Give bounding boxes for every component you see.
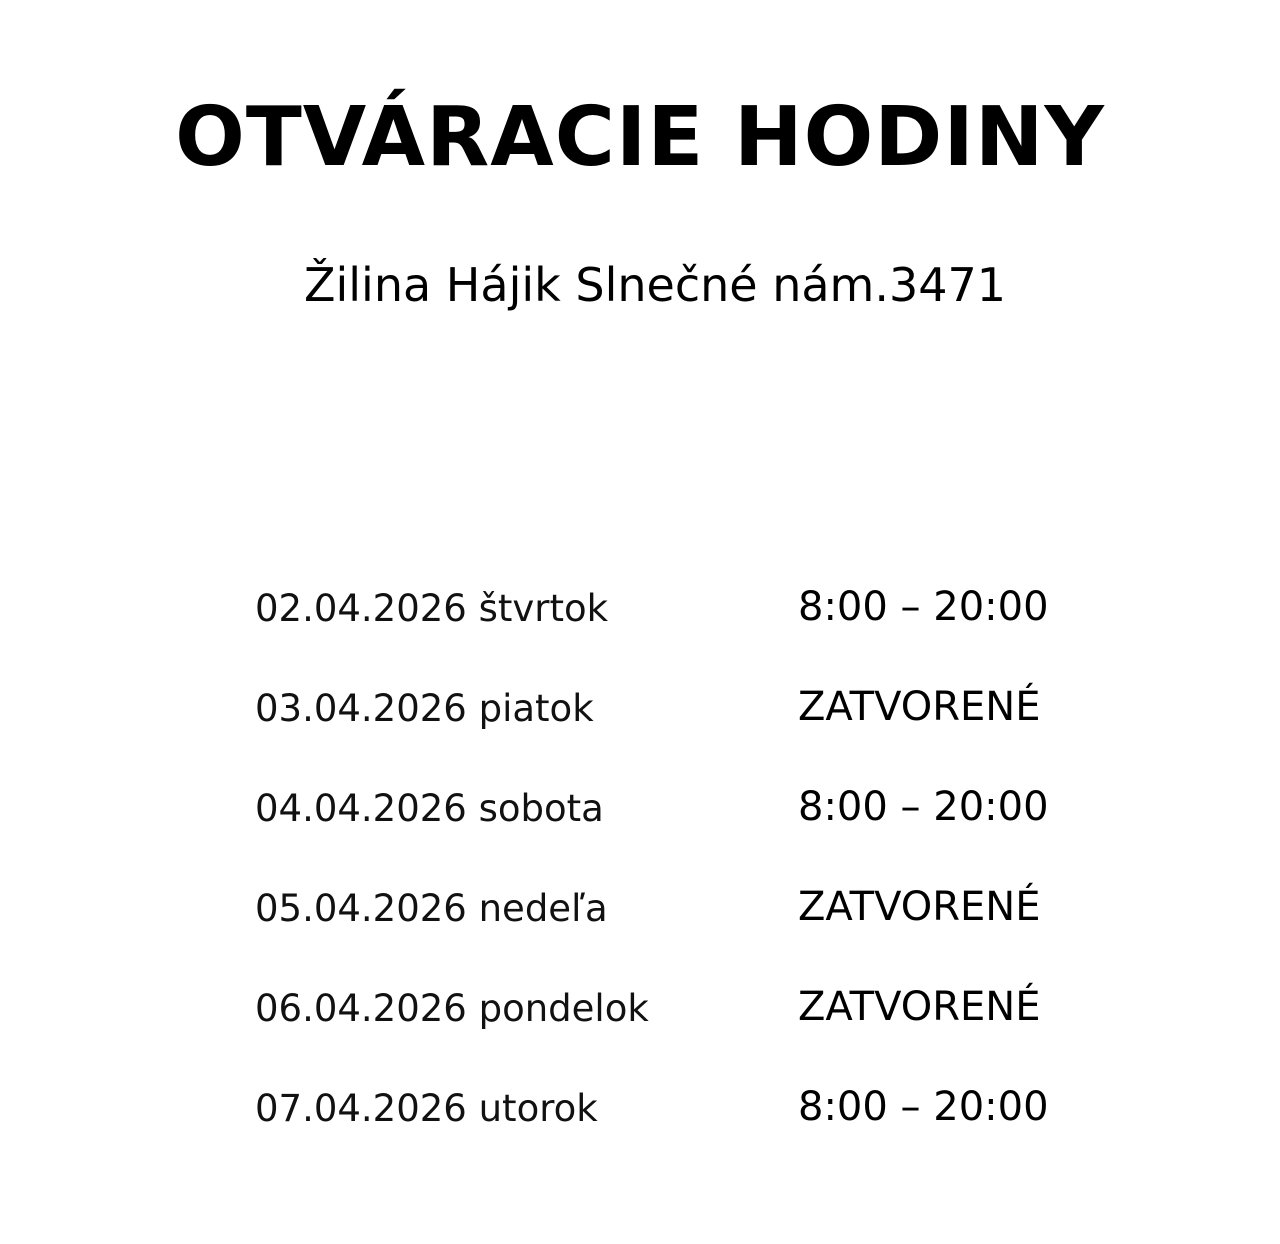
schedule-hours: 8:00 – 20:00: [798, 584, 1049, 630]
schedule-hours: ZATVORENÉ: [798, 684, 1041, 730]
schedule-hours: ZATVORENÉ: [798, 984, 1041, 1030]
schedule-day: 06.04.2026 pondelok: [255, 987, 649, 1030]
schedule-hours: 8:00 – 20:00: [798, 1084, 1049, 1130]
page-title: OTVÁRACIE HODINY: [175, 90, 1105, 185]
schedule-row: [255, 684, 1075, 784]
schedule-day: 02.04.2026 štvrtok: [255, 587, 609, 630]
schedule-hours: 8:00 – 20:00: [798, 784, 1049, 830]
opening-hours-list: [255, 584, 1075, 1184]
schedule-day: 03.04.2026 piatok: [255, 687, 594, 730]
schedule-row: [255, 784, 1075, 884]
schedule-day: 05.04.2026 nedeľa: [255, 887, 608, 930]
schedule-row: [255, 1084, 1075, 1184]
location-subtitle: Žilina Hájik Slnečné nám.3471: [303, 258, 1007, 312]
schedule-row: [255, 884, 1075, 984]
schedule-day: 04.04.2026 sobota: [255, 787, 604, 830]
schedule-hours: ZATVORENÉ: [798, 884, 1041, 930]
schedule-row: [255, 984, 1075, 1084]
schedule-day: 07.04.2026 utorok: [255, 1087, 598, 1130]
schedule-row: [255, 584, 1075, 684]
